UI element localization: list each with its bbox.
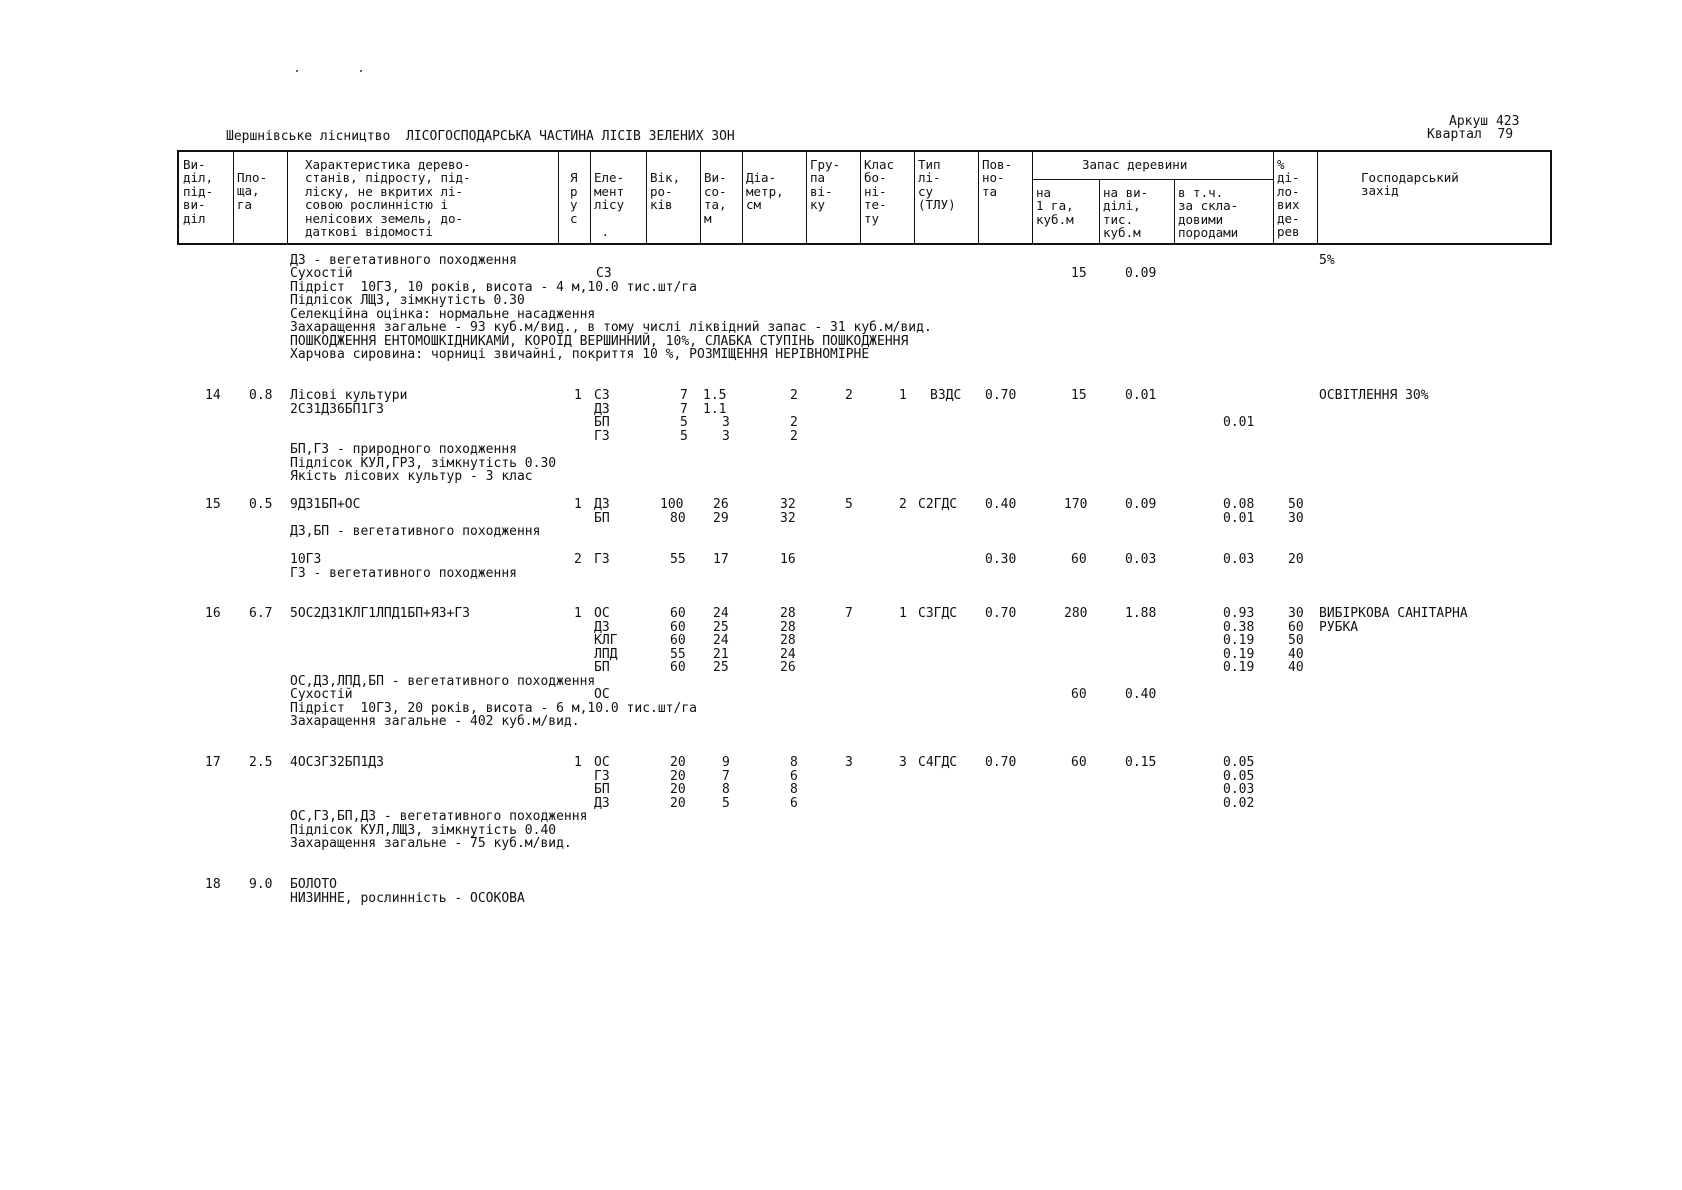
record-cell: 10ГЗ bbox=[290, 552, 322, 567]
record-cell: 14 bbox=[205, 388, 221, 403]
record-cell: 4ОС3ГЗ2БП1ДЗ bbox=[290, 755, 384, 770]
record-cell: 5 bbox=[845, 497, 853, 512]
record-cell: 28 bbox=[780, 620, 796, 635]
record-cell: 1.88 bbox=[1125, 606, 1157, 621]
record-cell: 5% bbox=[1319, 253, 1335, 268]
record-cell: 2 bbox=[574, 552, 582, 567]
record-cell: 9.0 bbox=[249, 877, 273, 892]
record-cell: 7 bbox=[680, 388, 688, 403]
record-cell: Сухостій bbox=[290, 266, 353, 281]
record-cell: 0.30 bbox=[985, 552, 1017, 567]
record-cell: Підлісок КУЛ,ГРЗ, зімкнутість 0.30 bbox=[290, 456, 557, 471]
record-cell: 20 bbox=[670, 755, 686, 770]
col-yarus: Я р у с bbox=[570, 170, 578, 226]
col-ploshcha: Пло- ща, га bbox=[237, 170, 268, 212]
record-cell: 28 bbox=[780, 606, 796, 621]
record-cell: Захаращення загальне - 75 куб.м/вид. bbox=[290, 836, 572, 851]
record-cell: 0.70 bbox=[985, 755, 1017, 770]
record-cell: ДЗ - вегетативного походження bbox=[290, 253, 517, 268]
record-cell: ОС bbox=[594, 755, 610, 770]
record-cell: 0.01 bbox=[1223, 511, 1255, 526]
record-cell: 0.38 bbox=[1223, 620, 1255, 635]
record-cell: 15 bbox=[1071, 388, 1087, 403]
record-cell: 0.03 bbox=[1223, 552, 1255, 567]
record-cell: КЛГ bbox=[594, 633, 618, 648]
record-cell: 20 bbox=[670, 782, 686, 797]
quarter-number: Квартал 79 bbox=[1427, 127, 1514, 142]
record-cell: 0.02 bbox=[1223, 796, 1255, 811]
scan-speck bbox=[360, 70, 362, 72]
record-cell: 8 bbox=[790, 755, 798, 770]
record-cell: 0.19 bbox=[1223, 633, 1255, 648]
col-povnota: Пов- но- та bbox=[982, 157, 1013, 199]
record-cell: 0.40 bbox=[1125, 687, 1157, 702]
record-cell: 60 bbox=[670, 633, 686, 648]
record-cell: 3 bbox=[899, 755, 907, 770]
col-grupa-viku: Гру- па ві- ку bbox=[810, 157, 841, 213]
record-cell: 1 bbox=[899, 388, 907, 403]
record-cell: 50 bbox=[1288, 497, 1304, 512]
record-cell: ОС bbox=[594, 687, 610, 702]
record-cell: 28 bbox=[780, 633, 796, 648]
record-cell: 0.93 bbox=[1223, 606, 1255, 621]
record-cell: ПОШКОДЖЕННЯ ЕНТОМОШКІДНИКАМИ, КОРОЇД ВЕРШИННИЙ, 10%, СЛАБКА СТУПІНЬ ПОШКОДЖЕННЯ bbox=[290, 334, 909, 349]
record-cell: 6 bbox=[790, 769, 798, 784]
record-cell: БП,ГЗ - природного походження bbox=[290, 442, 517, 457]
record-cell: 2 bbox=[790, 429, 798, 444]
record-cell: 18 bbox=[205, 877, 221, 892]
record-cell: Захаращення загальне - 402 куб.м/вид. bbox=[290, 714, 580, 729]
record-cell: ЛПД bbox=[594, 647, 618, 662]
record-cell: Підлісок ЛЩЗ, зімкнутість 0.30 bbox=[290, 293, 525, 308]
record-cell: 30 bbox=[1288, 606, 1304, 621]
record-cell: 29 bbox=[713, 511, 729, 526]
record-cell: 60 bbox=[670, 620, 686, 635]
record-cell: 0.5 bbox=[249, 497, 273, 512]
record-cell: 1 bbox=[899, 606, 907, 621]
record-cell: ДЗ,БП - вегетативного походження bbox=[290, 524, 541, 539]
record-cell: 26 bbox=[713, 497, 729, 512]
record-cell: 15 bbox=[205, 497, 221, 512]
record-cell: 26 bbox=[780, 660, 796, 675]
record-cell: 60 bbox=[670, 606, 686, 621]
record-cell: 0.8 bbox=[249, 388, 273, 403]
record-cell: 2 bbox=[790, 388, 798, 403]
record-cell: 5ОС2ДЗ1КЛГ1ЛПД1БП+ЯЗ+ГЗ bbox=[290, 606, 471, 621]
record-cell: 50 bbox=[1288, 633, 1304, 648]
record-cell: 2 bbox=[790, 415, 798, 430]
record-cell: БП bbox=[594, 511, 610, 526]
record-cell: 60 bbox=[1071, 552, 1087, 567]
record-cell: 3 bbox=[845, 755, 853, 770]
record-cell: 16 bbox=[205, 606, 221, 621]
record-cell: 1.5 bbox=[703, 388, 727, 403]
record-cell: ДЗ bbox=[594, 402, 610, 417]
record-cell: БОЛОТО bbox=[290, 877, 337, 892]
record-cell: 60 bbox=[1071, 755, 1087, 770]
col-dilovykh-derev: % ді- ло- вих де- рев bbox=[1277, 157, 1300, 240]
record-cell: 55 bbox=[670, 552, 686, 567]
record-cell: 32 bbox=[780, 511, 796, 526]
record-cell: 9 bbox=[722, 755, 730, 770]
record-cell: 20 bbox=[1288, 552, 1304, 567]
record-cell: НИЗИННЕ, рослинність - ОСОКОВА bbox=[290, 891, 525, 906]
record-cell: 17 bbox=[713, 552, 729, 567]
record-cell: ОС bbox=[594, 606, 610, 621]
header-table bbox=[177, 150, 1552, 245]
record-cell: 0.15 bbox=[1125, 755, 1157, 770]
record-cell: 0.09 bbox=[1125, 497, 1157, 512]
record-cell: 0.03 bbox=[1125, 552, 1157, 567]
col-zapas-skladovi: в т.ч. за скла- довими породами bbox=[1178, 185, 1239, 241]
col-diametr: Діа- метр, см bbox=[746, 170, 784, 213]
record-cell: 0.40 bbox=[985, 497, 1017, 512]
record-cell: 0.70 bbox=[985, 606, 1017, 621]
record-cell: СЗ bbox=[596, 266, 612, 281]
record-cell: БП bbox=[594, 415, 610, 430]
sheet-number: Аркуш 423 bbox=[1449, 114, 1520, 129]
record-cell: Харчова сировина: чорниці звичайні, покриття 10 %, РОЗМІЩЕННЯ НЕРІВНОМІРНЕ bbox=[290, 347, 870, 362]
record-cell: 24 bbox=[713, 606, 729, 621]
record-cell: Підріст 10ГЗ, 20 років, висота - 6 м,10.0 тис.шт/га bbox=[290, 701, 697, 716]
record-cell: 0.05 bbox=[1223, 755, 1255, 770]
record-cell: ВЗДС bbox=[930, 388, 962, 403]
record-cell: 8 bbox=[790, 782, 798, 797]
record-cell: 0.70 bbox=[985, 388, 1017, 403]
col-kharakterystyka: Характеристика дерево- станів, підросту, під- ліску, не вкритих лі- совою рослинністю і нелісових земель, до- даткові відомості bbox=[305, 157, 471, 240]
record-cell: 1 bbox=[574, 606, 582, 621]
col-zapas-derevyny: Запас деревини bbox=[1082, 157, 1188, 172]
record-cell: 25 bbox=[713, 660, 729, 675]
record-cell: 0.09 bbox=[1125, 266, 1157, 281]
col-klas-boniteta: Клас бо- ні- те- ту bbox=[864, 157, 895, 226]
record-cell: 25 bbox=[713, 620, 729, 635]
record-cell: ГЗ bbox=[594, 429, 610, 444]
record-cell: 24 bbox=[713, 633, 729, 648]
col-zapas-na-vydili: на ви- ділі, тис. куб.м bbox=[1103, 185, 1149, 241]
col-gospodarskyi-zakhid: Господарський захід bbox=[1361, 170, 1459, 199]
record-cell: 55 bbox=[670, 647, 686, 662]
record-cell: 24 bbox=[780, 647, 796, 662]
record-cell: РУБКА bbox=[1319, 620, 1359, 635]
record-cell: 6.7 bbox=[249, 606, 273, 621]
record-cell: 170 bbox=[1064, 497, 1088, 512]
record-cell: 1 bbox=[574, 755, 582, 770]
record-cell: ОСВІТЛЕННЯ 30% bbox=[1319, 388, 1429, 403]
record-cell: Підлісок КУЛ,ЛЩЗ, зімкнутість 0.40 bbox=[290, 823, 557, 838]
record-cell: 3 bbox=[722, 415, 730, 430]
record-cell: 7 bbox=[845, 606, 853, 621]
scan-speck bbox=[296, 70, 298, 72]
record-cell: 30 bbox=[1288, 511, 1304, 526]
record-cell: ГЗ - вегетативного походження bbox=[290, 566, 517, 581]
record-cell: 3 bbox=[722, 429, 730, 444]
record-cell: 2 bbox=[845, 388, 853, 403]
record-cell: 8 bbox=[722, 782, 730, 797]
record-cell: 15 bbox=[1071, 266, 1087, 281]
record-cell: 6 bbox=[790, 796, 798, 811]
record-cell: 0.08 bbox=[1223, 497, 1255, 512]
record-cell: 2СЗ1ДЗ6БП1ГЗ bbox=[290, 402, 384, 417]
record-cell: 21 bbox=[713, 647, 729, 662]
record-cell: 0.19 bbox=[1223, 660, 1255, 675]
record-cell: 60 bbox=[1071, 687, 1087, 702]
col-vydil: Ви- діл, під- ви- діл bbox=[183, 157, 214, 226]
record-cell: 100 bbox=[660, 497, 684, 512]
record-cell: 20 bbox=[670, 796, 686, 811]
record-cell: 60 bbox=[1288, 620, 1304, 635]
record-cell: ДЗ bbox=[594, 497, 610, 512]
record-cell: 0.01 bbox=[1125, 388, 1157, 403]
record-cell: 9ДЗ1БП+ОС bbox=[290, 497, 361, 512]
col-typ-lisu: Тип лі- су (ТЛУ) bbox=[918, 157, 956, 213]
record-cell: 5 bbox=[680, 429, 688, 444]
record-cell: 20 bbox=[670, 769, 686, 784]
record-cell: БП bbox=[594, 660, 610, 675]
record-cell: Селекційна оцінка: нормальне насадження bbox=[290, 307, 596, 322]
record-cell: ГЗ bbox=[594, 552, 610, 567]
record-cell: 0.05 bbox=[1223, 769, 1255, 784]
record-cell: Сухостій bbox=[290, 687, 353, 702]
record-cell: 16 bbox=[780, 552, 796, 567]
record-cell: 60 bbox=[670, 660, 686, 675]
record-cell: С3ГДС bbox=[918, 606, 958, 621]
col-vik: Вік, ро- ків bbox=[650, 170, 681, 213]
record-cell: 1 bbox=[574, 497, 582, 512]
record-cell: 0.01 bbox=[1223, 415, 1255, 430]
record-cell: ВИБІРКОВА САНІТАРНА bbox=[1319, 606, 1468, 621]
record-cell: 7 bbox=[722, 769, 730, 784]
record-cell: 1.1 bbox=[703, 402, 727, 417]
record-cell: ДЗ bbox=[594, 796, 610, 811]
record-cell: 0.03 bbox=[1223, 782, 1255, 797]
record-cell: 2.5 bbox=[249, 755, 273, 770]
record-cell: Захаращення загальне - 93 куб.м/вид., в тому числі ліквідний запас - 31 куб.м/вид. bbox=[290, 320, 932, 335]
record-cell: БП bbox=[594, 782, 610, 797]
col-vysota: Ви- со- та, м bbox=[704, 170, 727, 226]
record-cell: ДЗ bbox=[594, 620, 610, 635]
record-cell: С4ГДС bbox=[918, 755, 958, 770]
record-cell: 5 bbox=[680, 415, 688, 430]
record-cell: 7 bbox=[680, 402, 688, 417]
col-element-lisu: Еле- мент лісу . bbox=[594, 170, 625, 240]
record-cell: 17 bbox=[205, 755, 221, 770]
record-cell: 280 bbox=[1064, 606, 1088, 621]
record-cell: ОС,ГЗ,БП,ДЗ - вегетативного походження bbox=[290, 809, 588, 824]
document-title: Шершнівське лісництво ЛІСОГОСПОДАРСЬКА ЧАСТИНА ЛІСІВ ЗЕЛЕНИХ ЗОН bbox=[226, 129, 735, 144]
record-cell: Підріст 10ГЗ, 10 років, висота - 4 м,10.0 тис.шт/га bbox=[290, 280, 697, 295]
record-cell: 0.19 bbox=[1223, 647, 1255, 662]
record-cell: 40 bbox=[1288, 660, 1304, 675]
record-cell: С2ГДС bbox=[918, 497, 958, 512]
record-cell: Лісові культури bbox=[290, 388, 408, 403]
record-cell: 40 bbox=[1288, 647, 1304, 662]
record-cell: 80 bbox=[670, 511, 686, 526]
record-cell: ОС,ДЗ,ЛПД,БП - вегетативного походження bbox=[290, 674, 596, 689]
record-cell: 2 bbox=[899, 497, 907, 512]
col-zapas-na-ga: на 1 га, куб.м bbox=[1036, 185, 1074, 227]
record-cell: 32 bbox=[780, 497, 796, 512]
record-cell: 5 bbox=[722, 796, 730, 811]
record-cell: 1 bbox=[574, 388, 582, 403]
record-cell: ГЗ bbox=[594, 769, 610, 784]
record-cell: СЗ bbox=[594, 388, 610, 403]
record-cell: Якість лісових культур - 3 клас bbox=[290, 469, 533, 484]
